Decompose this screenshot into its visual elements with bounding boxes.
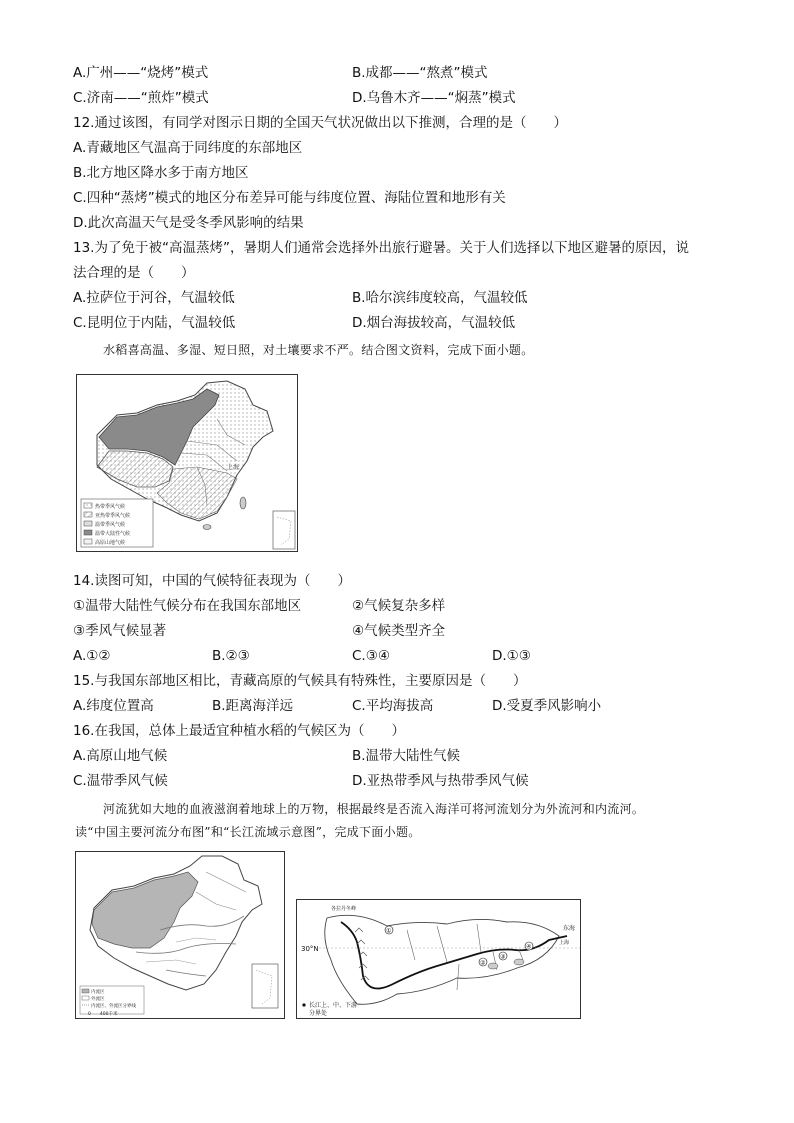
q13-option-a: A.拉萨位于河谷，气温较低 [73, 290, 235, 306]
river-legend-2: 外流区 [91, 997, 105, 1002]
q16-option-b: B.温带大陆性气候 [352, 748, 461, 764]
q14-statement-2: ②气候复杂多样 [352, 598, 446, 614]
q13-stem-line1: 13.为了免于被“高温蒸烤”，暑期人们通常会选择外出旅行避暑。关于人们选择以下地区避暑的原因，说 [73, 240, 689, 256]
climate-legend-1: 热带季风气候 [95, 504, 126, 510]
shanghai-label: 上海 [559, 940, 570, 946]
q13-option-d: D.烟台海拔较高，气温较低 [352, 315, 516, 331]
climate-map-city-label: 上海 [227, 464, 240, 471]
q12-option-d: D.此次高温天气是受冬季风影响的结果 [73, 215, 304, 231]
yangtze-latitude-label: 30°N [301, 945, 319, 953]
q14-statement-3: ③季风气候显著 [73, 623, 167, 639]
q11-option-c: C.济南——“煎炸”模式 [73, 90, 209, 106]
q15-option-a: A.纬度位置高 [73, 698, 154, 714]
q15-option-c: C.平均海拔高 [352, 698, 434, 714]
q13-option-b: B.哈尔滨纬度较高，气温较低 [352, 290, 528, 306]
q14-option-a: A.①② [73, 648, 111, 664]
climate-legend-4: 温带大陆性气候 [95, 531, 131, 537]
q16-option-d: D.亚热带季风与热带季风气候 [352, 773, 529, 789]
q16-stem: 16.在我国，总体上最适宜种植水稻的气候区为（ ） [73, 723, 405, 739]
intro-rice: 水稻喜高温、多湿、短日照，对土壤要求不严。结合图文资料，完成下面小题。 [103, 343, 534, 357]
yangtze-basin-map [296, 899, 581, 1019]
river-map-scale: 0 400千米 [88, 1012, 118, 1017]
q14-statement-4: ④气候类型齐全 [352, 623, 446, 639]
q13-option-c: C.昆明位于内陆，气温较低 [73, 315, 236, 331]
q14-statement-1: ①温带大陆性气候分布在我国东部地区 [73, 598, 302, 614]
q14-option-b: B.②③ [212, 648, 250, 664]
marker-2: ② [480, 959, 486, 967]
q16-option-a: A.高原山地气候 [73, 748, 168, 764]
marker-3: ③ [500, 953, 506, 961]
intro-river-line1: 河流犹如大地的血液滋润着地球上的万物，根据最终是否流入海洋可将河流划分为外流河和内流河。 [103, 802, 645, 816]
q12-option-a: A.青藏地区气温高于同纬度的东部地区 [73, 140, 303, 156]
q12-option-c: C.四种“蒸烤”模式的地区分布差异可能与纬度位置、海陆位置和地形有关 [73, 190, 506, 206]
china-river-map [75, 851, 285, 1019]
river-legend-1: 内流区 [91, 990, 105, 995]
east-sea-label: 东海 [563, 925, 576, 932]
climate-legend-5: 高原山地气候 [95, 540, 126, 546]
q14-option-d: D.①③ [492, 648, 531, 664]
q15-option-b: B.距离海洋远 [212, 698, 294, 714]
climate-legend-2: 亚热带季风气候 [95, 513, 131, 519]
q11-option-b: B.成都——“熬煮”模式 [352, 65, 488, 81]
yangtze-legend-note-2: 分界处 [309, 1010, 328, 1017]
q14-stem: 14.读图可知，中国的气候特征表现为（ ） [73, 573, 351, 589]
q13-stem-line2: 法合理的是（ ） [73, 265, 195, 281]
river-legend-3: 内流区、外流区分界线 [91, 1004, 136, 1009]
yangtze-legend-note-1: 长江上、中、下游 [309, 1002, 358, 1009]
intro-river-line2: 读“中国主要河流分布图”和“长江流域示意图”，完成下面小题。 [75, 825, 421, 839]
q11-option-d: D.乌鲁木齐——“焖蒸”模式 [352, 90, 516, 106]
china-climate-map [76, 374, 298, 552]
q15-option-d: D.受夏季风影响小 [492, 698, 602, 714]
q12-stem: 12.通过该图，有同学对图示日期的全国天气状况做出以下推测，合理的是（ ） [73, 115, 567, 131]
climate-legend-3: 温带季风气候 [95, 522, 126, 528]
yangtze-source-label: 各拉丹冬峰 [331, 906, 357, 912]
q12-option-b: B.北方地区降水多于南方地区 [73, 165, 249, 181]
q15-stem: 15.与我国东部地区相比，青藏高原的气候具有特殊性，主要原因是（ ） [73, 673, 527, 689]
q16-option-c: C.温带季风气候 [73, 773, 168, 789]
q14-option-c: C.③④ [352, 648, 390, 664]
marker-4: ④ [526, 943, 532, 951]
marker-1: ① [386, 927, 392, 935]
q11-option-a: A.广州——“烧烤”模式 [73, 65, 209, 81]
